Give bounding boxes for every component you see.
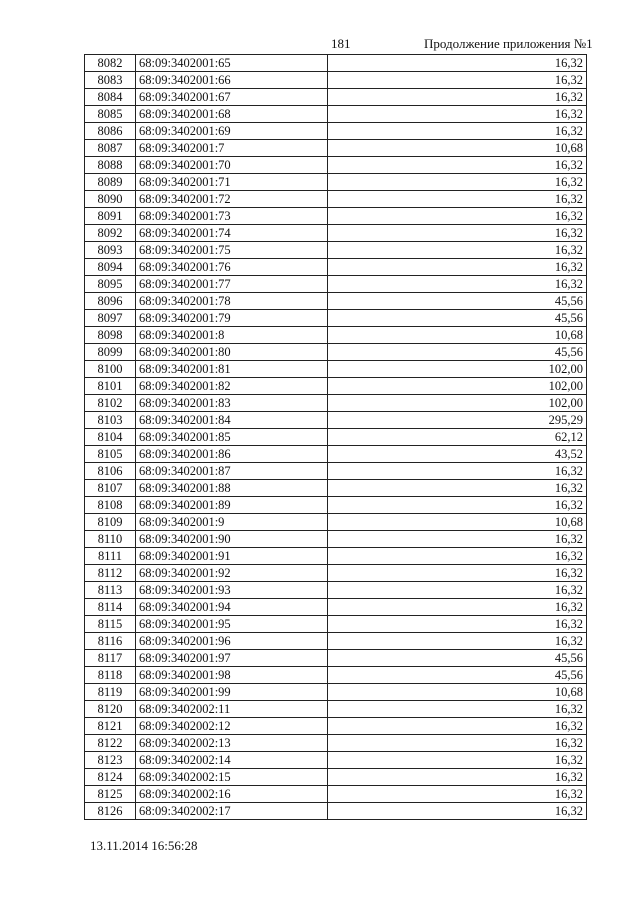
cadastral-number: 68:09:3402001:67 xyxy=(136,89,328,106)
cadastral-number: 68:09:3402001:82 xyxy=(136,378,328,395)
area-value: 10,68 xyxy=(328,514,587,531)
row-number: 8108 xyxy=(85,497,136,514)
table-row xyxy=(85,718,587,735)
row-number: 8126 xyxy=(85,803,136,820)
area-value: 16,32 xyxy=(328,786,587,803)
row-number: 8086 xyxy=(85,123,136,140)
cadastral-number: 68:09:3402001:66 xyxy=(136,72,328,89)
area-value: 10,68 xyxy=(328,684,587,701)
cadastral-number: 68:09:3402001:71 xyxy=(136,174,328,191)
row-number: 8085 xyxy=(85,106,136,123)
area-value: 16,32 xyxy=(328,752,587,769)
area-value: 16,32 xyxy=(328,106,587,123)
row-number: 8091 xyxy=(85,208,136,225)
row-number: 8103 xyxy=(85,412,136,429)
cadastral-number: 68:09:3402001:77 xyxy=(136,276,328,293)
table-row xyxy=(85,667,587,684)
row-number: 8100 xyxy=(85,361,136,378)
cadastral-number: 68:09:3402001:69 xyxy=(136,123,328,140)
area-value: 102,00 xyxy=(328,395,587,412)
area-value: 16,32 xyxy=(328,242,587,259)
area-value: 16,32 xyxy=(328,191,587,208)
table-row xyxy=(85,531,587,548)
row-number: 8105 xyxy=(85,446,136,463)
table-row xyxy=(85,157,587,174)
cadastral-number: 68:09:3402001:90 xyxy=(136,531,328,548)
appendix-label: Продолжение приложения №1 xyxy=(424,36,593,51)
table-row xyxy=(85,599,587,616)
row-number: 8112 xyxy=(85,565,136,582)
row-number: 8106 xyxy=(85,463,136,480)
row-number: 8114 xyxy=(85,599,136,616)
table-row xyxy=(85,55,587,72)
row-number: 8124 xyxy=(85,769,136,786)
area-value: 16,32 xyxy=(328,718,587,735)
table-row xyxy=(85,701,587,718)
area-value: 16,32 xyxy=(328,259,587,276)
area-value: 45,56 xyxy=(328,344,587,361)
cadastral-number: 68:09:3402001:76 xyxy=(136,259,328,276)
cadastral-number: 68:09:3402001:93 xyxy=(136,582,328,599)
cadastral-number: 68:09:3402001:75 xyxy=(136,242,328,259)
row-number: 8123 xyxy=(85,752,136,769)
table-row xyxy=(85,276,587,293)
cadastral-number: 68:09:3402001:87 xyxy=(136,463,328,480)
cadastral-number: 68:09:3402001:7 xyxy=(136,140,328,157)
area-value: 16,32 xyxy=(328,208,587,225)
page-number: 181 xyxy=(331,36,351,51)
row-number: 8122 xyxy=(85,735,136,752)
cadastral-number: 68:09:3402001:81 xyxy=(136,361,328,378)
area-value: 16,32 xyxy=(328,565,587,582)
area-value: 16,32 xyxy=(328,616,587,633)
table-row xyxy=(85,106,587,123)
row-number: 8096 xyxy=(85,293,136,310)
table-row xyxy=(85,361,587,378)
area-value: 16,32 xyxy=(328,769,587,786)
cadastral-number: 68:09:3402002:12 xyxy=(136,718,328,735)
area-value: 16,32 xyxy=(328,582,587,599)
area-value: 45,56 xyxy=(328,650,587,667)
row-number: 8082 xyxy=(85,55,136,72)
row-number: 8094 xyxy=(85,259,136,276)
table-row xyxy=(85,633,587,650)
area-value: 16,32 xyxy=(328,480,587,497)
row-number: 8088 xyxy=(85,157,136,174)
area-value: 16,32 xyxy=(328,803,587,820)
cadastral-number: 68:09:3402001:79 xyxy=(136,310,328,327)
row-number: 8104 xyxy=(85,429,136,446)
cadastral-number: 68:09:3402001:8 xyxy=(136,327,328,344)
row-number: 8116 xyxy=(85,633,136,650)
table-row xyxy=(85,293,587,310)
table-row xyxy=(85,208,587,225)
parcel-table xyxy=(84,54,587,820)
area-value: 295,29 xyxy=(328,412,587,429)
area-value: 62,12 xyxy=(328,429,587,446)
table-row xyxy=(85,429,587,446)
cadastral-number: 68:09:3402001:95 xyxy=(136,616,328,633)
row-number: 8120 xyxy=(85,701,136,718)
row-number: 8121 xyxy=(85,718,136,735)
cadastral-number: 68:09:3402002:17 xyxy=(136,803,328,820)
area-value: 16,32 xyxy=(328,225,587,242)
cadastral-number: 68:09:3402001:80 xyxy=(136,344,328,361)
table-row xyxy=(85,344,587,361)
area-value: 16,32 xyxy=(328,157,587,174)
area-value: 102,00 xyxy=(328,361,587,378)
table-row xyxy=(85,174,587,191)
area-value: 16,32 xyxy=(328,463,587,480)
cadastral-number: 68:09:3402001:78 xyxy=(136,293,328,310)
table-row xyxy=(85,497,587,514)
table-row xyxy=(85,616,587,633)
table-row xyxy=(85,327,587,344)
cadastral-number: 68:09:3402001:70 xyxy=(136,157,328,174)
table-row xyxy=(85,684,587,701)
table-row xyxy=(85,259,587,276)
row-number: 8097 xyxy=(85,310,136,327)
table-row xyxy=(85,140,587,157)
row-number: 8098 xyxy=(85,327,136,344)
table-row xyxy=(85,463,587,480)
cadastral-number: 68:09:3402001:72 xyxy=(136,191,328,208)
area-value: 16,32 xyxy=(328,548,587,565)
area-value: 16,32 xyxy=(328,174,587,191)
area-value: 45,56 xyxy=(328,293,587,310)
table-row xyxy=(85,735,587,752)
area-value: 10,68 xyxy=(328,140,587,157)
cadastral-number: 68:09:3402001:65 xyxy=(136,55,328,72)
table-row xyxy=(85,72,587,89)
cadastral-number: 68:09:3402001:97 xyxy=(136,650,328,667)
cadastral-number: 68:09:3402001:94 xyxy=(136,599,328,616)
area-value: 16,32 xyxy=(328,72,587,89)
row-number: 8102 xyxy=(85,395,136,412)
table-row xyxy=(85,548,587,565)
table-row xyxy=(85,378,587,395)
cadastral-number: 68:09:3402001:85 xyxy=(136,429,328,446)
area-value: 16,32 xyxy=(328,123,587,140)
cadastral-number: 68:09:3402001:74 xyxy=(136,225,328,242)
area-value: 16,32 xyxy=(328,497,587,514)
row-number: 8119 xyxy=(85,684,136,701)
table-row xyxy=(85,582,587,599)
area-value: 45,56 xyxy=(328,667,587,684)
cadastral-number: 68:09:3402001:9 xyxy=(136,514,328,531)
table-row xyxy=(85,191,587,208)
row-number: 8089 xyxy=(85,174,136,191)
cadastral-number: 68:09:3402001:86 xyxy=(136,446,328,463)
cadastral-number: 68:09:3402001:73 xyxy=(136,208,328,225)
area-value: 10,68 xyxy=(328,327,587,344)
row-number: 8111 xyxy=(85,548,136,565)
area-value: 43,52 xyxy=(328,446,587,463)
row-number: 8093 xyxy=(85,242,136,259)
parcel-table-body xyxy=(85,55,587,820)
area-value: 16,32 xyxy=(328,633,587,650)
row-number: 8113 xyxy=(85,582,136,599)
table-row xyxy=(85,242,587,259)
table-row xyxy=(85,786,587,803)
row-number: 8084 xyxy=(85,89,136,106)
table-row xyxy=(85,480,587,497)
row-number: 8083 xyxy=(85,72,136,89)
cadastral-number: 68:09:3402001:92 xyxy=(136,565,328,582)
table-row xyxy=(85,514,587,531)
page-header xyxy=(0,30,640,52)
row-number: 8109 xyxy=(85,514,136,531)
area-value: 45,56 xyxy=(328,310,587,327)
area-value: 16,32 xyxy=(328,89,587,106)
cadastral-number: 68:09:3402001:89 xyxy=(136,497,328,514)
area-value: 16,32 xyxy=(328,735,587,752)
cadastral-number: 68:09:3402002:14 xyxy=(136,752,328,769)
area-value: 16,32 xyxy=(328,599,587,616)
cadastral-number: 68:09:3402001:96 xyxy=(136,633,328,650)
row-number: 8092 xyxy=(85,225,136,242)
table-row xyxy=(85,769,587,786)
row-number: 8125 xyxy=(85,786,136,803)
row-number: 8107 xyxy=(85,480,136,497)
cadastral-number: 68:09:3402001:84 xyxy=(136,412,328,429)
table-row xyxy=(85,446,587,463)
cadastral-number: 68:09:3402001:99 xyxy=(136,684,328,701)
row-number: 8095 xyxy=(85,276,136,293)
row-number: 8118 xyxy=(85,667,136,684)
cadastral-number: 68:09:3402002:13 xyxy=(136,735,328,752)
row-number: 8110 xyxy=(85,531,136,548)
cadastral-number: 68:09:3402001:83 xyxy=(136,395,328,412)
area-value: 102,00 xyxy=(328,378,587,395)
row-number: 8101 xyxy=(85,378,136,395)
table-row xyxy=(85,803,587,820)
cadastral-number: 68:09:3402001:68 xyxy=(136,106,328,123)
row-number: 8117 xyxy=(85,650,136,667)
row-number: 8115 xyxy=(85,616,136,633)
table-row xyxy=(85,89,587,106)
area-value: 16,32 xyxy=(328,276,587,293)
table-row xyxy=(85,310,587,327)
table-row xyxy=(85,752,587,769)
table-row xyxy=(85,225,587,242)
table-row xyxy=(85,123,587,140)
cadastral-number: 68:09:3402002:16 xyxy=(136,786,328,803)
area-value: 16,32 xyxy=(328,701,587,718)
cadastral-number: 68:09:3402002:11 xyxy=(136,701,328,718)
table-row xyxy=(85,565,587,582)
area-value: 16,32 xyxy=(328,55,587,72)
row-number: 8099 xyxy=(85,344,136,361)
cadastral-number: 68:09:3402001:88 xyxy=(136,480,328,497)
footer-timestamp: 13.11.2014 16:56:28 xyxy=(90,838,198,853)
cadastral-number: 68:09:3402001:91 xyxy=(136,548,328,565)
table-row xyxy=(85,412,587,429)
table-row xyxy=(85,650,587,667)
row-number: 8087 xyxy=(85,140,136,157)
cadastral-number: 68:09:3402002:15 xyxy=(136,769,328,786)
area-value: 16,32 xyxy=(328,531,587,548)
row-number: 8090 xyxy=(85,191,136,208)
cadastral-number: 68:09:3402001:98 xyxy=(136,667,328,684)
table-row xyxy=(85,395,587,412)
